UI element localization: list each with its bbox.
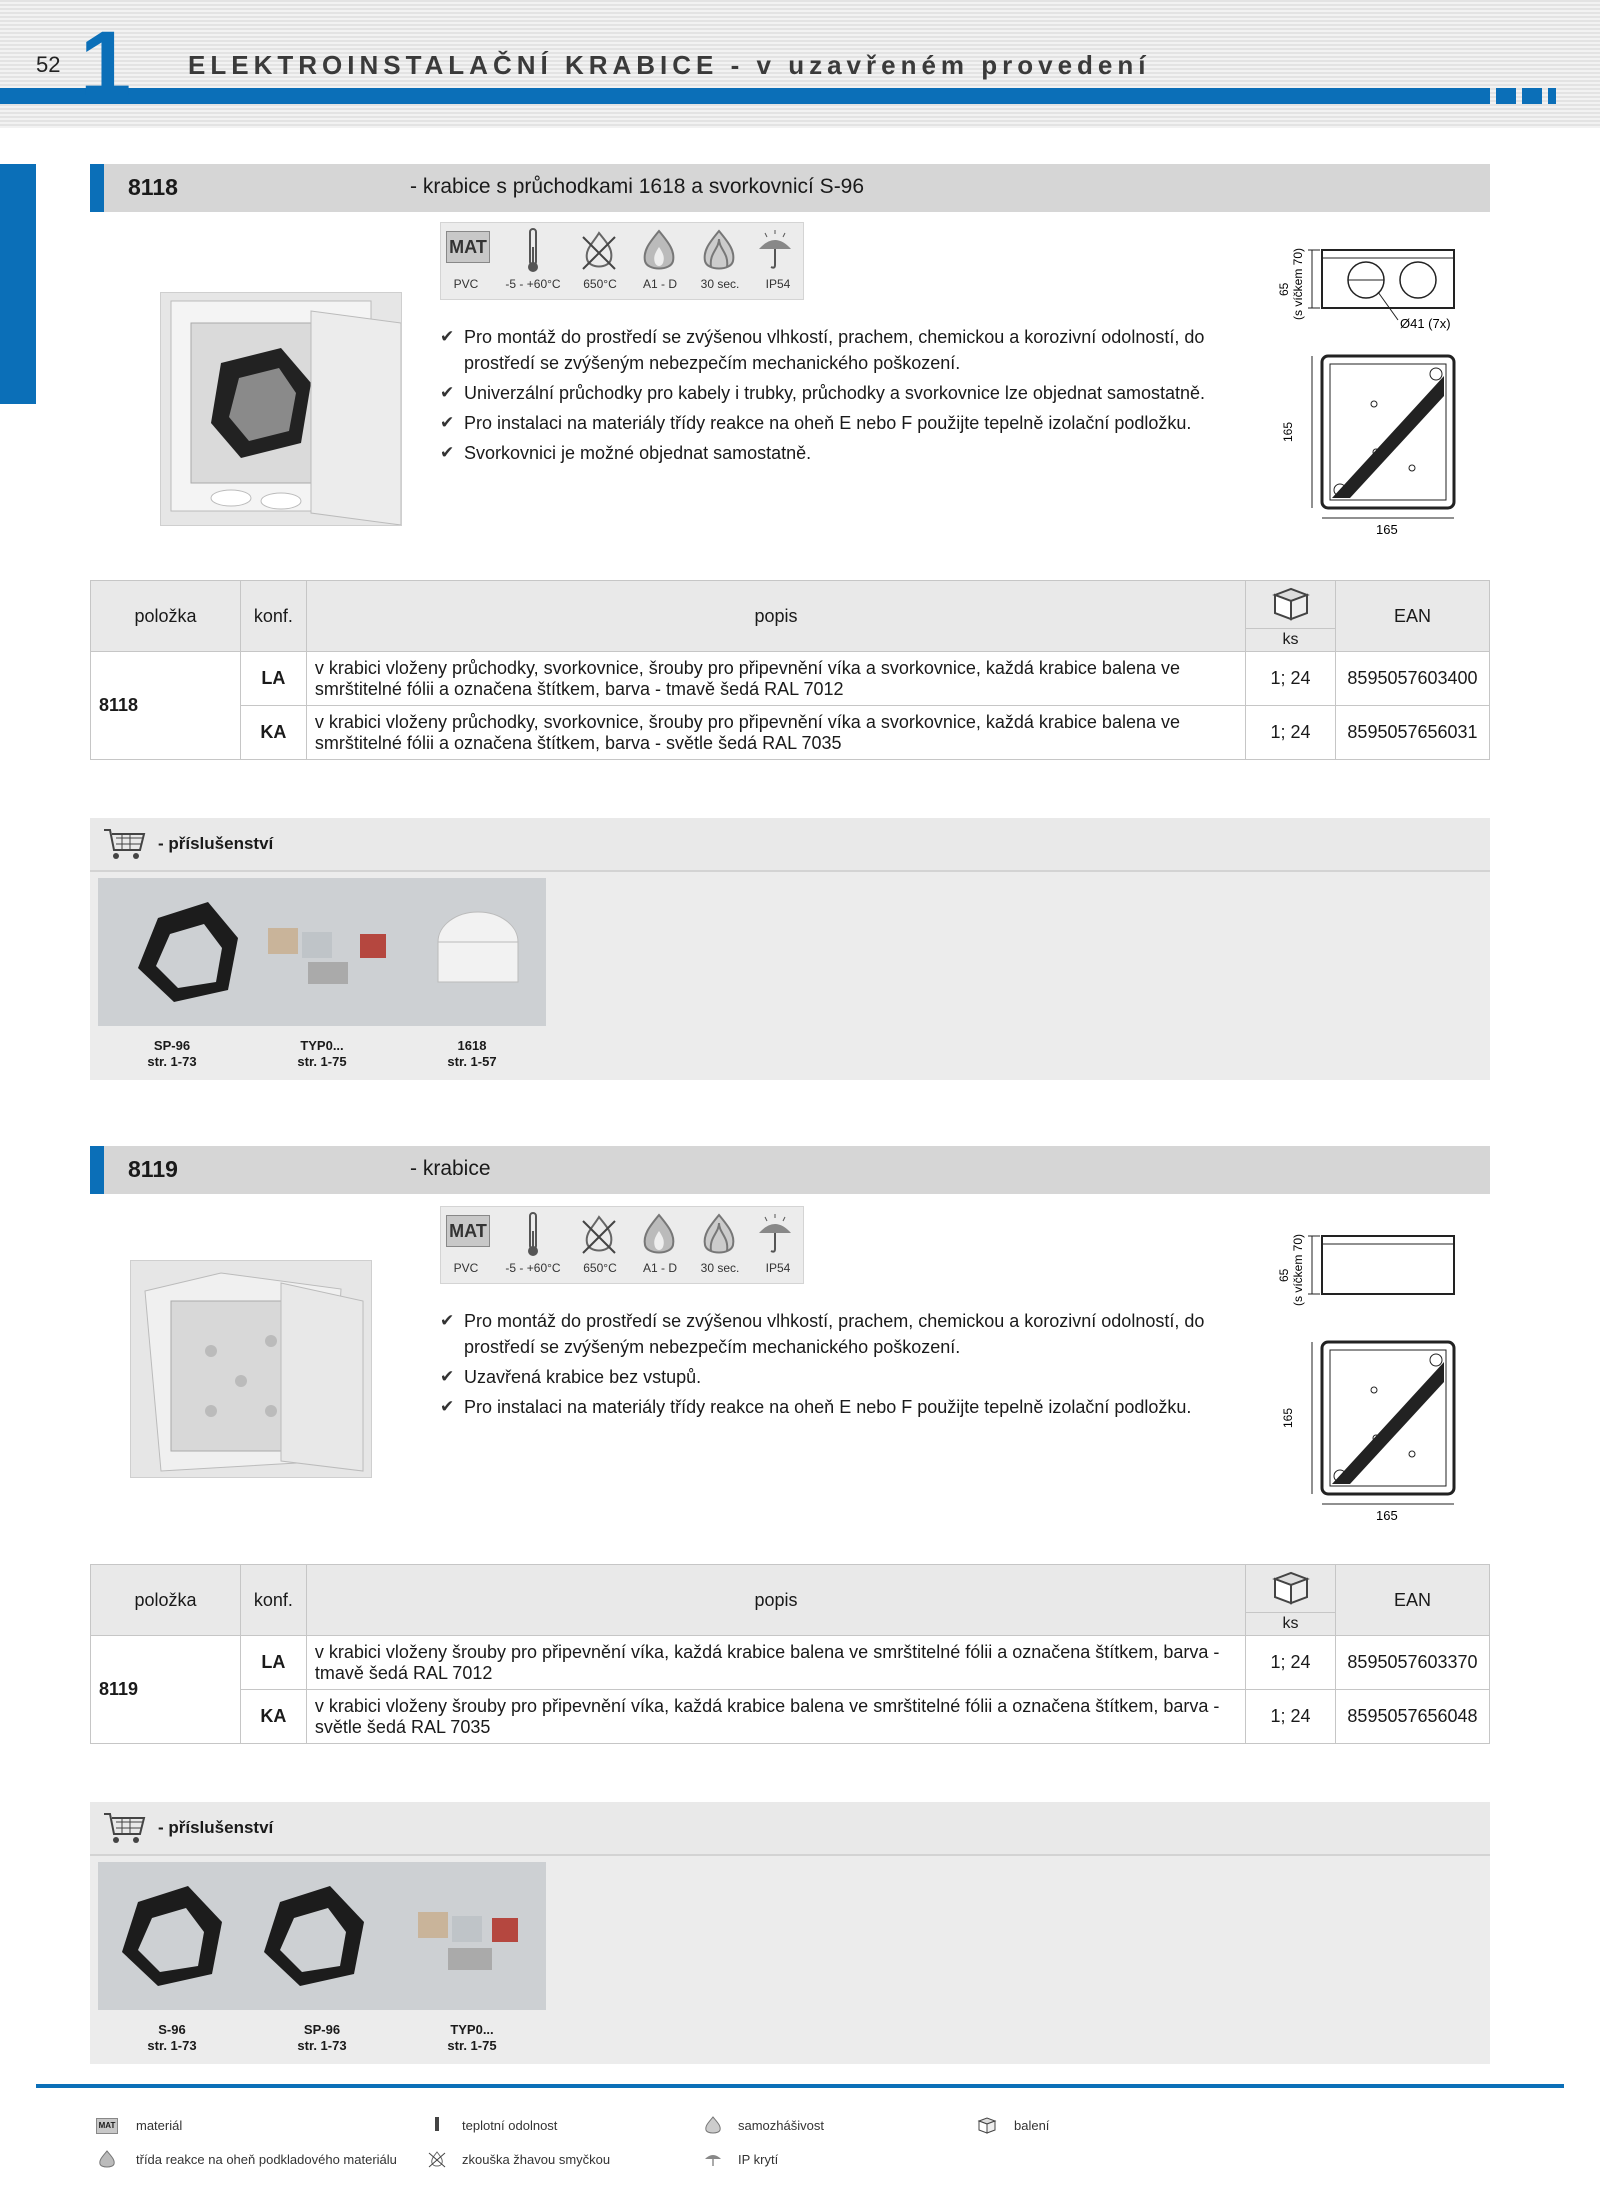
legend-label: třída reakce na oheň podkladového materiálu bbox=[136, 2152, 397, 2167]
icon-label: -5 - +60°C bbox=[505, 1261, 561, 1275]
ip-umbrella-icon bbox=[753, 1211, 797, 1259]
column-header: položka bbox=[91, 581, 241, 652]
material-icon: MAT bbox=[446, 231, 490, 263]
feature-item: ✔ Pro montáž do prostředí se zvýšenou vlhkostí, prachem, chemickou a korozivní odolností, do prostředí se zvýšeným nebezpečím mechanického poškození. bbox=[440, 324, 1270, 376]
feature-item: ✔ Uzavřená krabice bez vstupů. bbox=[440, 1364, 1270, 1390]
legend-label: zkouška žhavou smyčkou bbox=[462, 2152, 611, 2167]
thermometer-icon bbox=[511, 1211, 555, 1259]
check-icon: ✔ bbox=[440, 413, 455, 432]
drawing-dimension-note: (s víčkem 70) bbox=[1291, 1233, 1305, 1306]
column-header: konf. bbox=[240, 1565, 306, 1636]
chapter-number: 1 bbox=[80, 13, 132, 115]
material-icon: MAT bbox=[446, 1215, 490, 1247]
property-icons-8118 bbox=[440, 222, 804, 300]
feature-item: ✔ Pro instalaci na materiály třídy reakce na oheň E nebo F použijte tepelně izolační podložku. bbox=[440, 1394, 1270, 1420]
row-description: v krabici vloženy průchodky, svorkovnice, šrouby pro připevnění víka a svorkovnice, každá krabice balena ve smrštitelné fólii a označena štítkem, barva - světle šedá RAL 7035 bbox=[306, 706, 1245, 760]
check-icon: ✔ bbox=[440, 383, 455, 402]
icon-label: A1 - D bbox=[642, 277, 677, 291]
flame-self-extinguishing-icon bbox=[702, 2116, 724, 2134]
check-icon: ✔ bbox=[440, 327, 455, 346]
accessories-illustration bbox=[98, 1862, 546, 2010]
accessories-header-8118 bbox=[90, 818, 1490, 872]
drawing-dimension: 65 bbox=[1277, 282, 1291, 296]
technical-drawing-8119 bbox=[1270, 1222, 1500, 1532]
column-header: položka bbox=[91, 1565, 241, 1636]
row-description: v krabici vloženy průchodky, svorkovnice, šrouby pro připevnění víka a svorkovnice, každá krabice balena ve smrštitelné fólii a označena štítkem, barva - tmavě šedá RAL 7012 bbox=[306, 652, 1245, 706]
table-row bbox=[91, 652, 1490, 706]
column-header: EAN bbox=[1335, 581, 1489, 652]
table-row bbox=[91, 706, 1490, 760]
box-icon bbox=[1269, 1567, 1313, 1605]
feature-item: ✔ Svorkovnici je možné objednat samostatně. bbox=[440, 440, 1270, 466]
accessory-caption: TYP0... str. 1-75 bbox=[297, 1038, 347, 1069]
feature-item: ✔ Pro instalaci na materiály třídy reakce na oheň E nebo F použijte tepelně izolační podložku. bbox=[440, 410, 1270, 436]
config-code: LA bbox=[240, 652, 306, 706]
config-code: KA bbox=[240, 1690, 306, 1744]
box-photo-illustration bbox=[161, 293, 401, 525]
config-code: KA bbox=[240, 706, 306, 760]
check-icon: ✔ bbox=[440, 1367, 455, 1386]
pack-quantity: 1; 24 bbox=[1246, 652, 1336, 706]
product-table-8119 bbox=[90, 1564, 1490, 1744]
feature-list-8118 bbox=[440, 324, 1270, 470]
accessories-photo-8118 bbox=[98, 878, 546, 1026]
ean-code: 8595057603370 bbox=[1335, 1636, 1489, 1690]
column-header: ks bbox=[1246, 1613, 1336, 1636]
product-code: 8119 bbox=[128, 1156, 178, 1182]
thermometer-icon bbox=[511, 227, 555, 275]
thermometer-icon bbox=[426, 2116, 448, 2134]
drawing-hole-label: Ø41 (7x) bbox=[1400, 316, 1451, 331]
icon-label: 30 sec. bbox=[700, 1261, 740, 1275]
ean-code: 8595057656048 bbox=[1335, 1690, 1489, 1744]
flame-self-extinguishing-icon bbox=[697, 1211, 741, 1259]
product-photo-8119 bbox=[130, 1260, 372, 1478]
accessories-label: - příslušenství bbox=[158, 1818, 274, 1837]
icon-label: -5 - +60°C bbox=[505, 277, 561, 291]
icon-label: IP54 bbox=[765, 277, 791, 291]
icon-label: A1 - D bbox=[642, 1261, 677, 1275]
box-icon-cell bbox=[1246, 1565, 1336, 1613]
glow-wire-icon bbox=[577, 227, 621, 275]
icon-label: 650°C bbox=[583, 1261, 617, 1275]
box-photo-illustration bbox=[131, 1261, 371, 1477]
product-code: 8118 bbox=[128, 174, 178, 200]
pack-quantity: 1; 24 bbox=[1246, 1636, 1336, 1690]
box-icon-cell bbox=[1246, 581, 1336, 629]
accessories-photo-8119 bbox=[98, 1862, 546, 2010]
ip-umbrella-icon bbox=[753, 227, 797, 275]
accessory-caption: SP-96 str. 1-73 bbox=[147, 1038, 197, 1069]
drawing-dimension: 165 bbox=[1376, 1508, 1398, 1523]
page-number: 52 bbox=[36, 52, 61, 77]
drawing-dimension-note: (s víčkem 70) bbox=[1291, 247, 1305, 320]
legend-label: IP krytí bbox=[738, 2152, 779, 2167]
item-code: 8119 bbox=[91, 1636, 241, 1744]
header-square bbox=[1496, 88, 1516, 104]
glow-wire-icon bbox=[426, 2150, 448, 2168]
config-code: LA bbox=[240, 1636, 306, 1690]
column-header: EAN bbox=[1335, 1565, 1489, 1636]
feature-list-8119 bbox=[440, 1308, 1270, 1424]
accessory-caption: 1618 str. 1-57 bbox=[447, 1038, 497, 1069]
legend-label: samozhášivost bbox=[738, 2118, 824, 2133]
flame-icon bbox=[637, 1211, 681, 1259]
page-title: ELEKTROINSTALAČNÍ KRABICE - v uzavřeném provedení bbox=[188, 50, 1151, 80]
product-table-8118 bbox=[90, 580, 1490, 760]
legend-label: teplotní odolnost bbox=[462, 2118, 558, 2133]
flame-icon bbox=[637, 227, 681, 275]
drawing-dimension: 65 bbox=[1277, 1268, 1291, 1282]
drawing-dimension: 165 bbox=[1281, 421, 1295, 442]
pack-quantity: 1; 24 bbox=[1246, 706, 1336, 760]
feature-item: ✔ Pro montáž do prostředí se zvýšenou vlhkostí, prachem, chemickou a korozivní odolností, do prostředí se zvýšeným nebezpečím mechanického poškození. bbox=[440, 1308, 1270, 1360]
shopping-cart-icon bbox=[102, 1810, 146, 1846]
icon-label: 650°C bbox=[583, 277, 617, 291]
icon-label: PVC bbox=[453, 1261, 479, 1275]
flame-icon bbox=[96, 2150, 118, 2168]
accessory-caption: TYP0... str. 1-75 bbox=[447, 2022, 497, 2053]
technical-drawing-8118 bbox=[1270, 236, 1500, 546]
accessories-header-8119 bbox=[90, 1802, 1490, 1856]
column-header: ks bbox=[1246, 629, 1336, 652]
material-icon: MAT bbox=[96, 2118, 118, 2134]
table-row bbox=[91, 1690, 1490, 1744]
column-header: konf. bbox=[240, 581, 306, 652]
drawing-dimension: 165 bbox=[1281, 1407, 1295, 1428]
icon-label: PVC bbox=[453, 277, 479, 291]
header-square bbox=[1548, 88, 1556, 104]
box-icon bbox=[976, 2116, 998, 2134]
shopping-cart-icon bbox=[102, 826, 146, 862]
product-header-8119 bbox=[90, 1146, 1490, 1194]
row-description: v krabici vloženy šrouby pro připevnění víka, každá krabice balena ve smrštitelné fólii a označena štítkem, barva - světle šedá RAL 7035 bbox=[306, 1690, 1245, 1744]
feature-item: ✔ Univerzální průchodky pro kabely i trubky, průchodky a svorkovnice lze objednat samostatně. bbox=[440, 380, 1270, 406]
icon-label: IP54 bbox=[765, 1261, 791, 1275]
check-icon: ✔ bbox=[440, 1311, 455, 1330]
pack-quantity: 1; 24 bbox=[1246, 1690, 1336, 1744]
header-blue-bar bbox=[0, 88, 1490, 104]
check-icon: ✔ bbox=[440, 1397, 455, 1416]
item-code: 8118 bbox=[91, 652, 241, 760]
flame-self-extinguishing-icon bbox=[697, 227, 741, 275]
column-header: popis bbox=[306, 581, 1245, 652]
table-row bbox=[91, 1636, 1490, 1690]
legend-label: materiál bbox=[136, 2118, 183, 2133]
accessory-caption: SP-96 str. 1-73 bbox=[297, 2022, 347, 2053]
property-icons-8119 bbox=[440, 1206, 804, 1284]
footer-rule bbox=[36, 2084, 1564, 2088]
legend-label: balení bbox=[1014, 2118, 1050, 2133]
column-header: popis bbox=[306, 1565, 1245, 1636]
product-header-8118 bbox=[90, 164, 1490, 212]
accessory-caption: S-96 str. 1-73 bbox=[147, 2022, 197, 2053]
glow-wire-icon bbox=[577, 1211, 621, 1259]
accessories-label: - příslušenství bbox=[158, 834, 274, 853]
drawing-dimension: 165 bbox=[1376, 522, 1398, 537]
accessories-illustration bbox=[98, 878, 546, 1026]
box-icon bbox=[1269, 583, 1313, 621]
row-description: v krabici vloženy šrouby pro připevnění víka, každá krabice balena ve smrštitelné fólii a označena štítkem, barva - tmavě šedá RAL 7012 bbox=[306, 1636, 1245, 1690]
ean-code: 8595057603400 bbox=[1335, 652, 1489, 706]
ean-code: 8595057656031 bbox=[1335, 706, 1489, 760]
check-icon: ✔ bbox=[440, 443, 455, 462]
product-description: - krabice s průchodkami 1618 a svorkovnicí S-96 bbox=[410, 175, 865, 198]
icon-label: 30 sec. bbox=[700, 277, 740, 291]
header-square bbox=[1522, 88, 1542, 104]
side-tab bbox=[0, 164, 36, 404]
product-description: - krabice bbox=[410, 1157, 491, 1180]
product-photo-8118 bbox=[160, 292, 402, 526]
ip-umbrella-icon bbox=[702, 2150, 724, 2168]
